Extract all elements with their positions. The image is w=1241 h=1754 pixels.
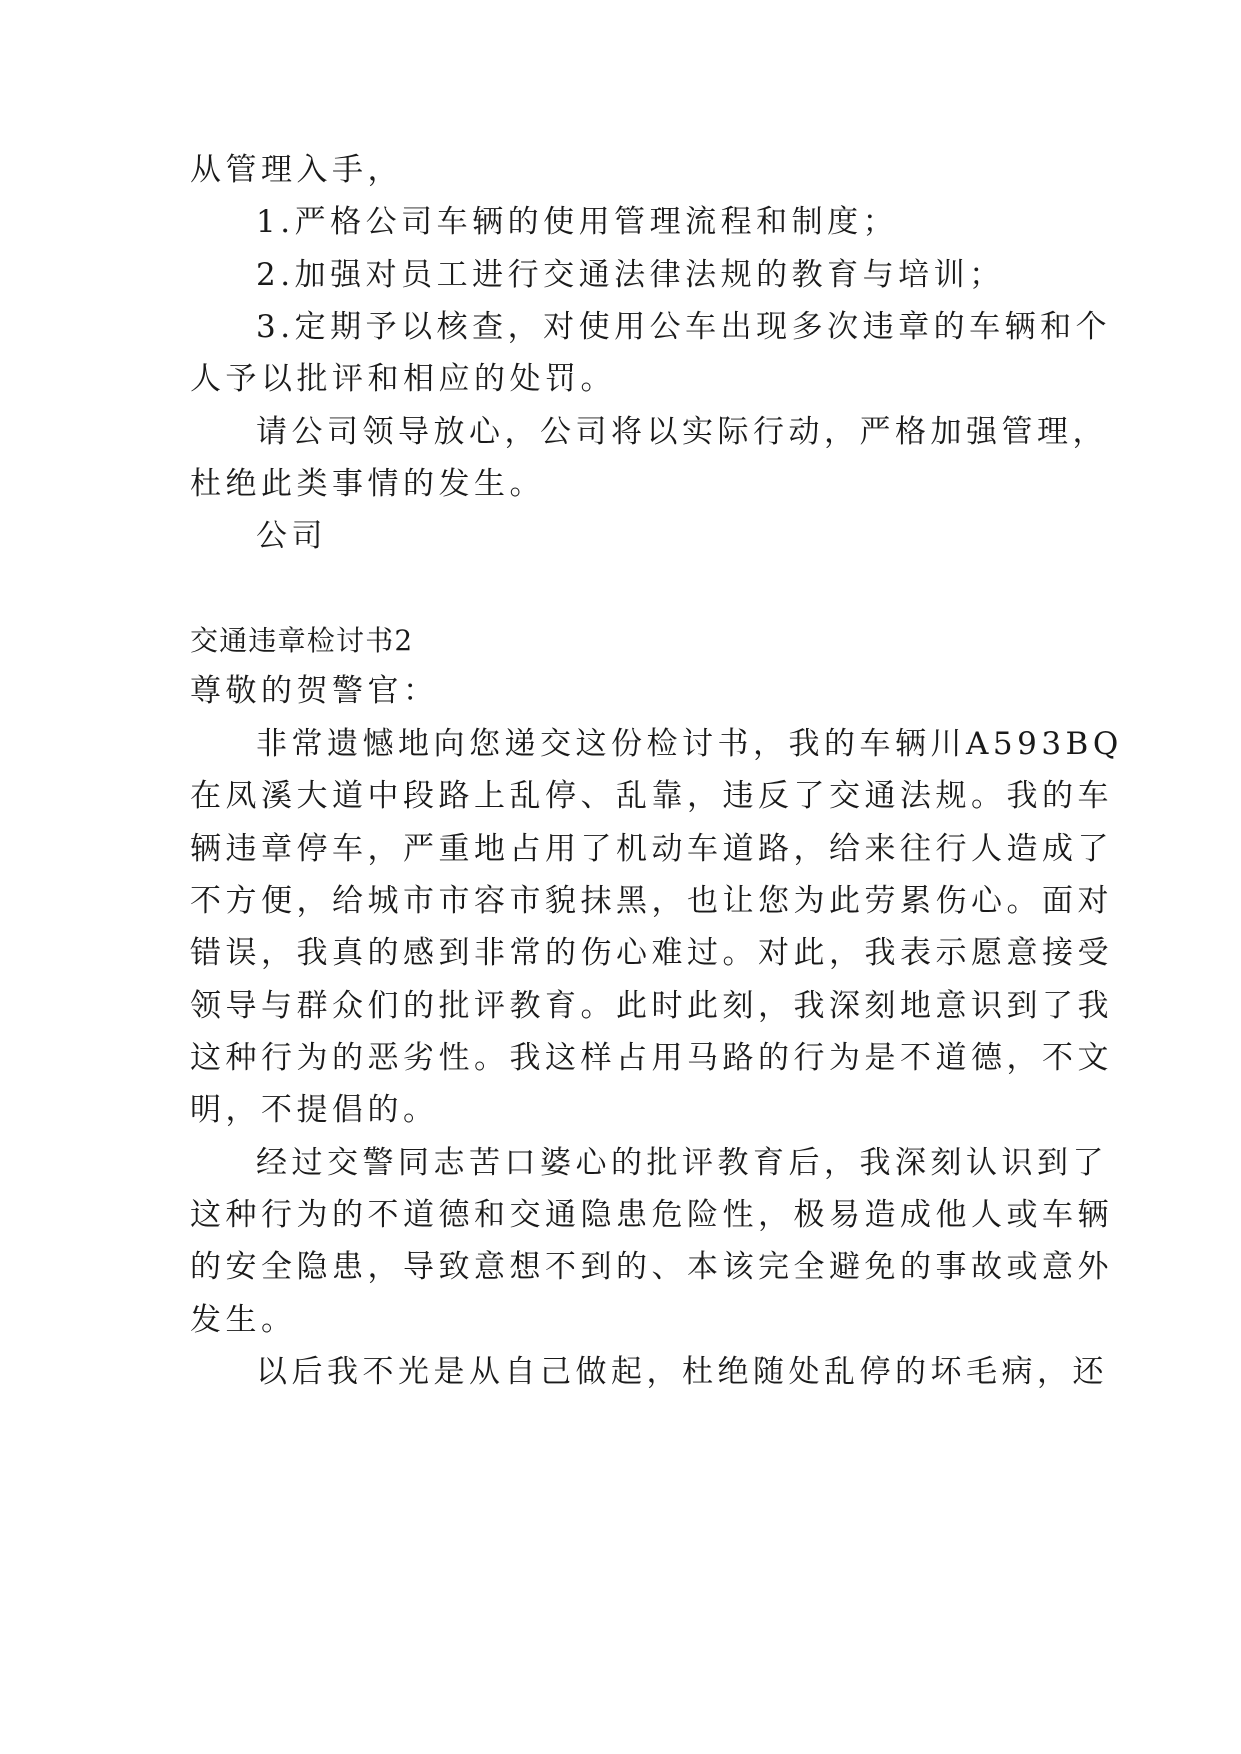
signature: 公司 — [256, 518, 327, 554]
paragraph-1-line-3: 辆违章停车，严重地占用了机动车道路，给来往行人造成了 — [190, 831, 1113, 867]
paragraph-2-line-4: 发生。 — [190, 1302, 297, 1338]
paragraph-3-line-1: 以后我不光是从自己做起，杜绝随处乱停的坏毛病，还 — [256, 1354, 1108, 1390]
list-item-1: 1.严格公司车辆的使用管理流程和制度； — [256, 204, 899, 240]
paragraph-1-line-7: 这种行为的恶劣性。我这样占用马路的行为是不道德，不文 — [190, 1040, 1113, 1076]
list-item-3: 3.定期予以核查，对使用公车出现多次违章的车辆和个 — [256, 309, 1112, 345]
section-title: 交通违章检讨书2 — [190, 624, 414, 657]
paragraph-1-line-1: 非常遗憾地向您递交这份检讨书，我的车辆川A593BQ — [256, 726, 1123, 762]
paragraph-2-line-2: 这种行为的不道德和交通隐患危险性，极易造成他人或车辆 — [190, 1197, 1113, 1233]
closing-line-2: 杜绝此类事情的发生。 — [190, 466, 545, 502]
paragraph-2-line-3: 的安全隐患，导致意想不到的、本该完全避免的事故或意外 — [190, 1249, 1113, 1285]
paragraph-1-line-2: 在凤溪大道中段路上乱停、乱靠，违反了交通法规。我的车 — [190, 778, 1113, 814]
closing-line-1: 请公司领导放心，公司将以实际行动，严格加强管理， — [256, 414, 1108, 450]
paragraph-2-line-1: 经过交警同志苦口婆心的批评教育后，我深刻认识到了 — [256, 1145, 1108, 1181]
list-item-2: 2.加强对员工进行交通法律法规的教育与培训； — [256, 257, 1005, 293]
paragraph-1-line-6: 领导与群众们的批评教育。此时此刻，我深刻地意识到了我 — [190, 988, 1113, 1024]
paragraph-1-line-5: 错误，我真的感到非常的伤心难过。对此，我表示愿意接受 — [190, 935, 1113, 971]
paragraph-1-line-4: 不方便，给城市市容市貌抹黑，也让您为此劳累伤心。面对 — [190, 883, 1113, 919]
paragraph-1-line-8: 明，不提倡的。 — [190, 1092, 439, 1128]
intro-line: 从管理入手， — [190, 152, 403, 188]
list-item-3-continued: 人予以批评和相应的处罚。 — [190, 361, 616, 397]
salutation: 尊敬的贺警官： — [190, 673, 439, 709]
